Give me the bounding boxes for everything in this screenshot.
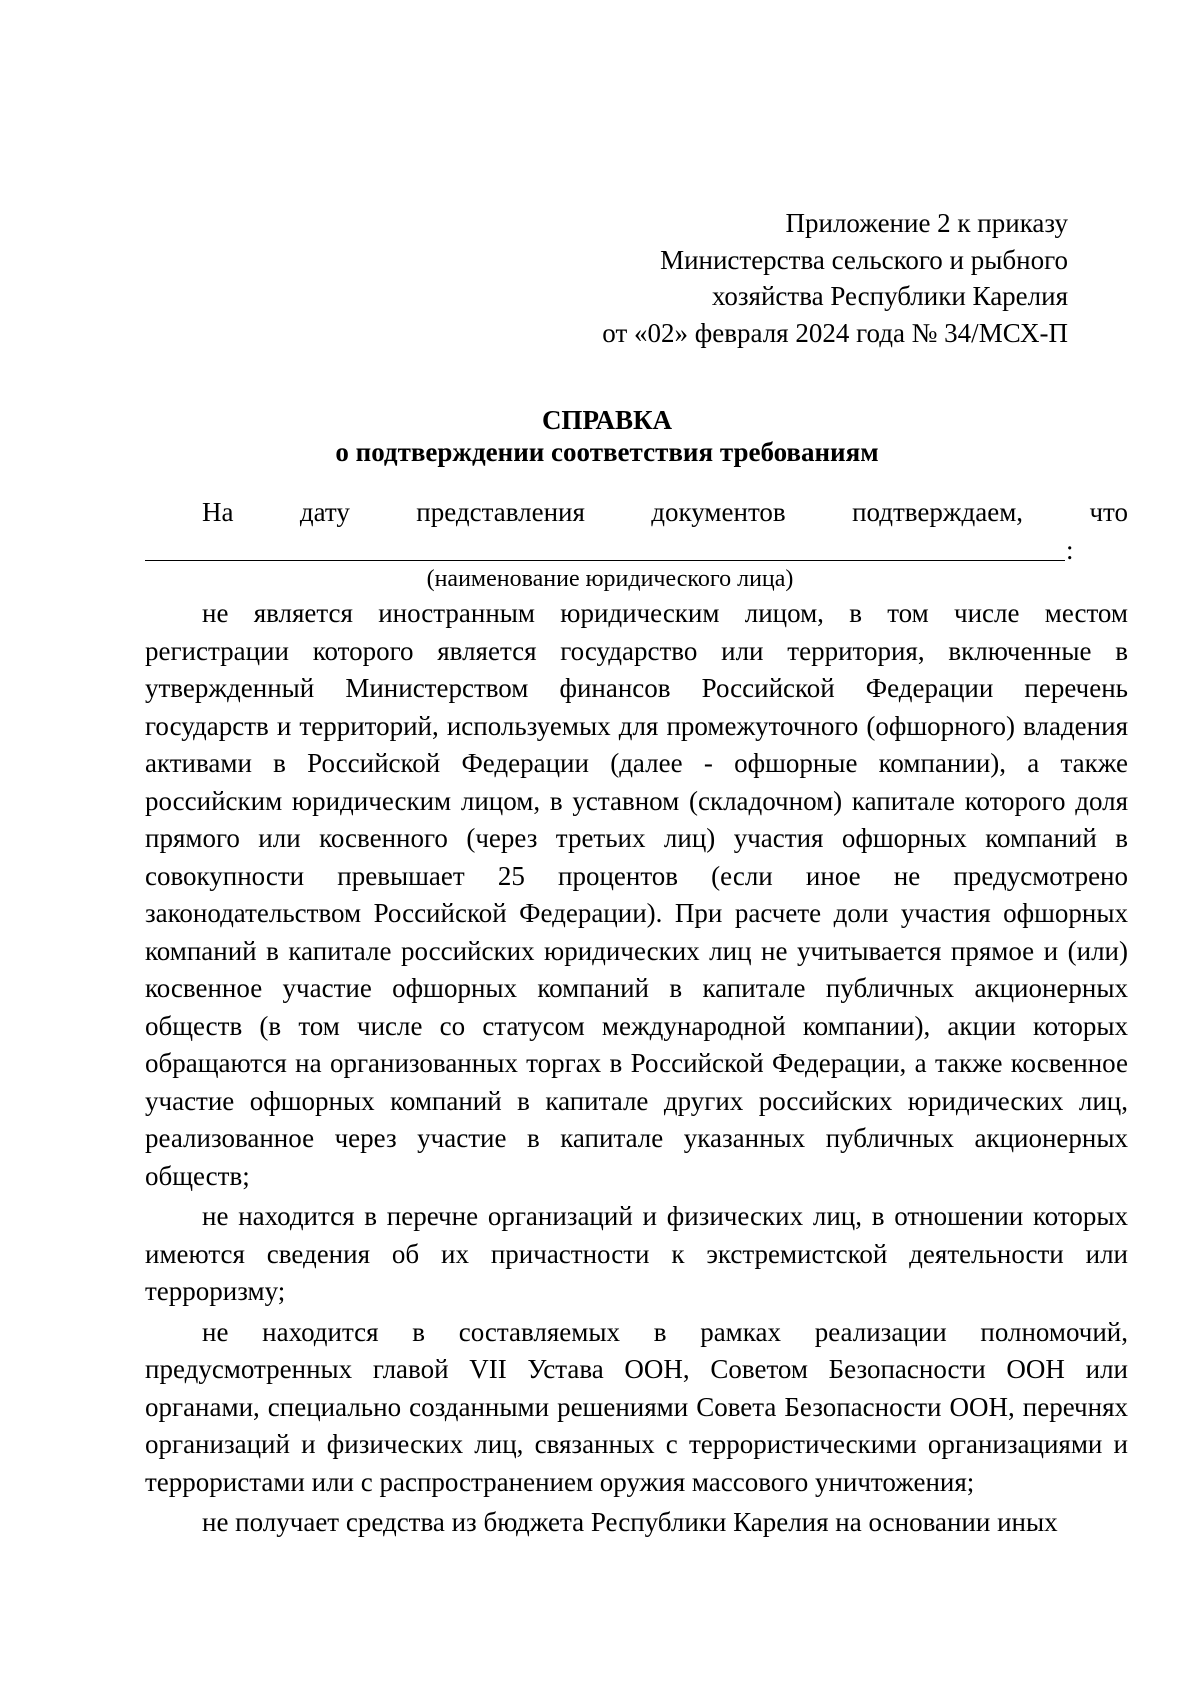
body-paragraph: не находится в составляемых в рамках реализации полномочий, предусмотренных главой VII Устава ООН, Советом Безопасности ООН или органами, специально созданными решениями Совета Безопасности ООН, перечнях организаций и физических лиц, связанных с террористическими организациями и террористами или с распространением оружия массового уничтожения; xyxy=(145,1316,1128,1497)
organization-name-caption: (наименование юридического лица) xyxy=(426,566,794,592)
appendix-line: Министерства сельского и рыбного xyxy=(660,244,1068,275)
appendix-line: от «02» февраля 2024 года № 34/МСХ-П xyxy=(602,317,1068,348)
body-paragraph: не является иностранным юридическим лицом, в том числе местом регистрации которого является государство или территория, включенные в утвержденный Министерством финансов Российской Федерации перечень государств и территорий, используемых для промежуточного (офшорного) владения активами в Российской Федерации (далее - офшорные компании), а также российским юридическим лицом, в уставном (складочном) капитале которого доля прямого или косвенного (через третьих лиц) участия офшорных компаний в совокупности превышает 25 процентов (если иное не предусмотрено законодательством Российской Федерации). При расчете доли участия офшорных компаний в капитале российских юридических лиц не учитывается прямое и (или) косвенное участие офшорных компаний в капитале публичных акционерных обществ (в том числе со статусом международной компании), акции которых обращаются на организованных торгах в Российской Федерации, а также косвенное участие офшорных компаний в капитале других российских юридических лиц, реализованное через участие в капитале указанных публичных акционерных обществ; xyxy=(145,598,1128,1191)
organization-name-blank-line xyxy=(145,560,1065,561)
body-paragraph: не находится в перечне организаций и физических лиц, в отношении которых имеются сведения об их причастности к экстремистской деятельности или терроризму; xyxy=(145,1201,1128,1306)
document-body xyxy=(145,595,1128,1542)
document-title: СПРАВКА xyxy=(541,405,673,435)
appendix-line: хозяйства Республики Карелия xyxy=(711,281,1068,311)
document-subtitle: о подтверждении соответствия требованиям xyxy=(335,437,879,467)
blank-line-colon: : xyxy=(1066,535,1074,565)
appendix-header xyxy=(602,205,1068,351)
appendix-line: Приложение 2 к приказу xyxy=(785,208,1068,238)
confirm-statement: На дату представления документов подтверждаем, что xyxy=(202,497,1128,527)
body-paragraph: не получает средства из бюджета Республики Карелия на основании иных xyxy=(202,1507,1058,1537)
